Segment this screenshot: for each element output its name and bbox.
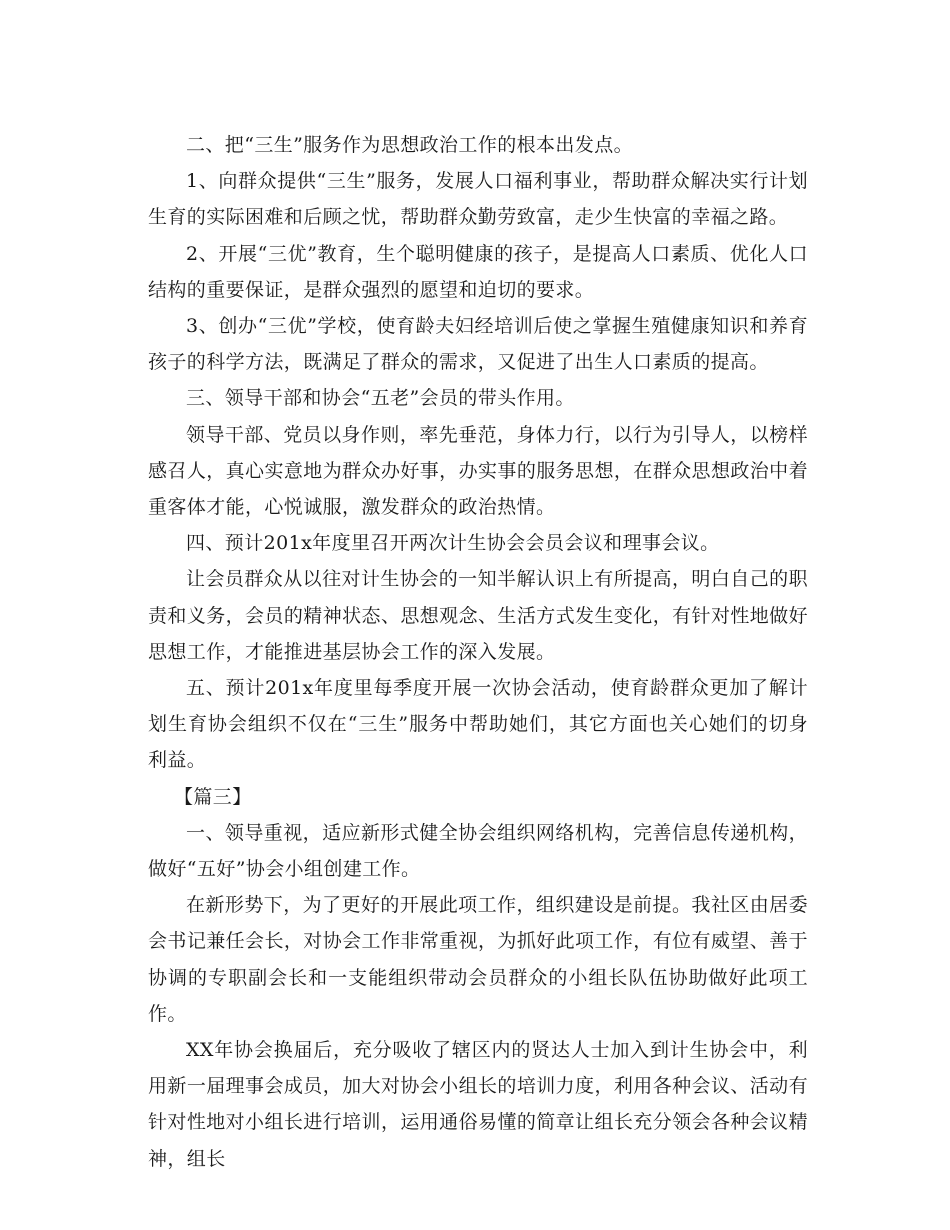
heading-section-two: 二、把“三生”服务作为思想政治工作的根本出发点。 xyxy=(186,134,634,156)
heading-section-four: 四、预计201x年度里召开两次计生协会会员会议和理事会议。 xyxy=(186,532,720,555)
paragraph-members: 让会员群众从以往对计生协会的一知半解认识上有所提高，明白自己的职责和义务，会员的精神状态、思想观念、生活方式发生变化，有针对性地做好思想工作，才能推进基层协会工作的深入发展。 xyxy=(148,568,808,663)
heading-section-three: 三、领导干部和协会“五老”会员的带头作用。 xyxy=(186,387,575,410)
paragraph-item-2: 2、开展“三优”教育，生个聪明健康的孩子，是提高人口素质、优化人口结构的重要保证，是群众强烈的愿望和迫切的要求。 xyxy=(148,242,808,301)
paragraph-leaders: 领导干部、党员以身作则，率先垂范，身体力行，以行为引导人，以榜样感召人，真心实意地为群众办好事，办实事的服务思想，在群众思想政治中着重客体才能，心悦诚服，激发群众的政治热情。 xyxy=(148,423,808,519)
document-body xyxy=(148,127,808,1177)
paragraph-item-1: 1、向群众提供“三生”服务，发展人口福利事业，帮助群众解决实行计划生育的实际困难和后顾之忧，帮助群众勤劳致富，走少生快富的幸福之路。 xyxy=(148,170,808,229)
paragraph-item-3: 3、创办“三优”学校，使育龄夫妇经培训后使之掌握生殖健康知识和养育孩子的科学方法，既满足了群众的需求，又促进了出生人口素质的提高。 xyxy=(148,315,808,374)
part-three-heading: 【篇三】 xyxy=(174,785,252,808)
paragraph-new-situation: 在新形势下，为了更好的开展此项工作，组织建设是前提。我社区由居委会书记兼任会长，对协会工作非常重视，为抓好此项工作，有位有威望、善于协调的专职副会长和一支能组织带动会员群众的小组长队伍协助做好此项工作。 xyxy=(148,894,808,1025)
paragraph-section-five: 五、预计201x年度里每季度开展一次协会活动，使育龄群众更加了解计划生育协会组织不仅在“三生”服务中帮助她们，其它方面也关心她们的切身利益。 xyxy=(148,677,808,772)
paragraph-part3-item-1: 一、领导重视，适应新形式健全协会组织网络机构，完善信息传递机构，做好“五好”协会小组创建工作。 xyxy=(148,821,808,881)
paragraph-xx-year: XX年协会换届后，充分吸收了辖区内的贤达人士加入到计生协会中，利用新一届理事会成员，加大对协会小组长的培训力度，利用各种会议、活动有针对性地对小组长进行培训，运用通俗易懂的简章让组长充分领会各种会议精神，组长 xyxy=(148,1039,808,1170)
